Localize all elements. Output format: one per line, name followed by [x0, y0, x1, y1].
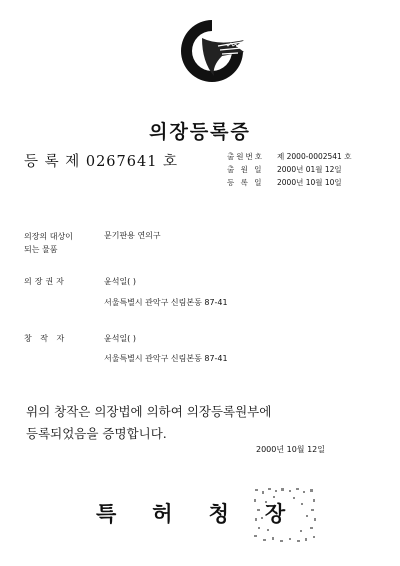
- filing-date-row: [227, 163, 351, 176]
- design-holder-address: 서울특별시 관악구 신림본동 87-41: [104, 298, 228, 307]
- filing-number-value: 제 2000-0002541 호: [277, 152, 352, 161]
- certification-statement-line2: 등록되었음을 증명합니다.: [26, 426, 167, 441]
- design-article-label: [24, 230, 73, 256]
- design-holder-label: 의장권자: [24, 277, 67, 286]
- government-emblem-icon: [172, 16, 252, 86]
- design-article-label-line2: 되는 물품: [24, 245, 58, 254]
- registration-date-row: [227, 176, 351, 189]
- issuer-name: 특허청장: [96, 502, 322, 526]
- filing-number-label: 출원번호: [227, 152, 264, 161]
- creator-label: 창 작 자: [24, 334, 68, 343]
- creator-address: 서울특별시 관악구 신림본동 87-41: [104, 354, 228, 363]
- issue-date: 2000년 10월 12일: [256, 445, 325, 454]
- certification-statement-line1: 위의 창작은 의장법에 의하여 의장등록원부에: [26, 404, 272, 419]
- certificate-title: 의장등록증: [149, 121, 251, 143]
- registration-date-label: 등 록 일: [227, 178, 264, 187]
- creator-name: 윤석일( ): [104, 334, 136, 343]
- certification-statement: [26, 401, 376, 445]
- design-holder-name: 윤석일( ): [104, 277, 136, 286]
- filing-info: [227, 150, 351, 189]
- design-article-value: 문기판용 연의구: [104, 231, 161, 240]
- filing-number-row: [227, 150, 351, 163]
- registration-date-value: 2000년 10월 10일: [277, 178, 342, 187]
- filing-date-value: 2000년 01월 12일: [277, 165, 342, 174]
- filing-date-label: 출 원 일: [227, 165, 264, 174]
- design-article-label-line1: 의장의 대상이: [24, 232, 73, 241]
- registration-number: 등 록 제 0267641 호: [24, 154, 179, 170]
